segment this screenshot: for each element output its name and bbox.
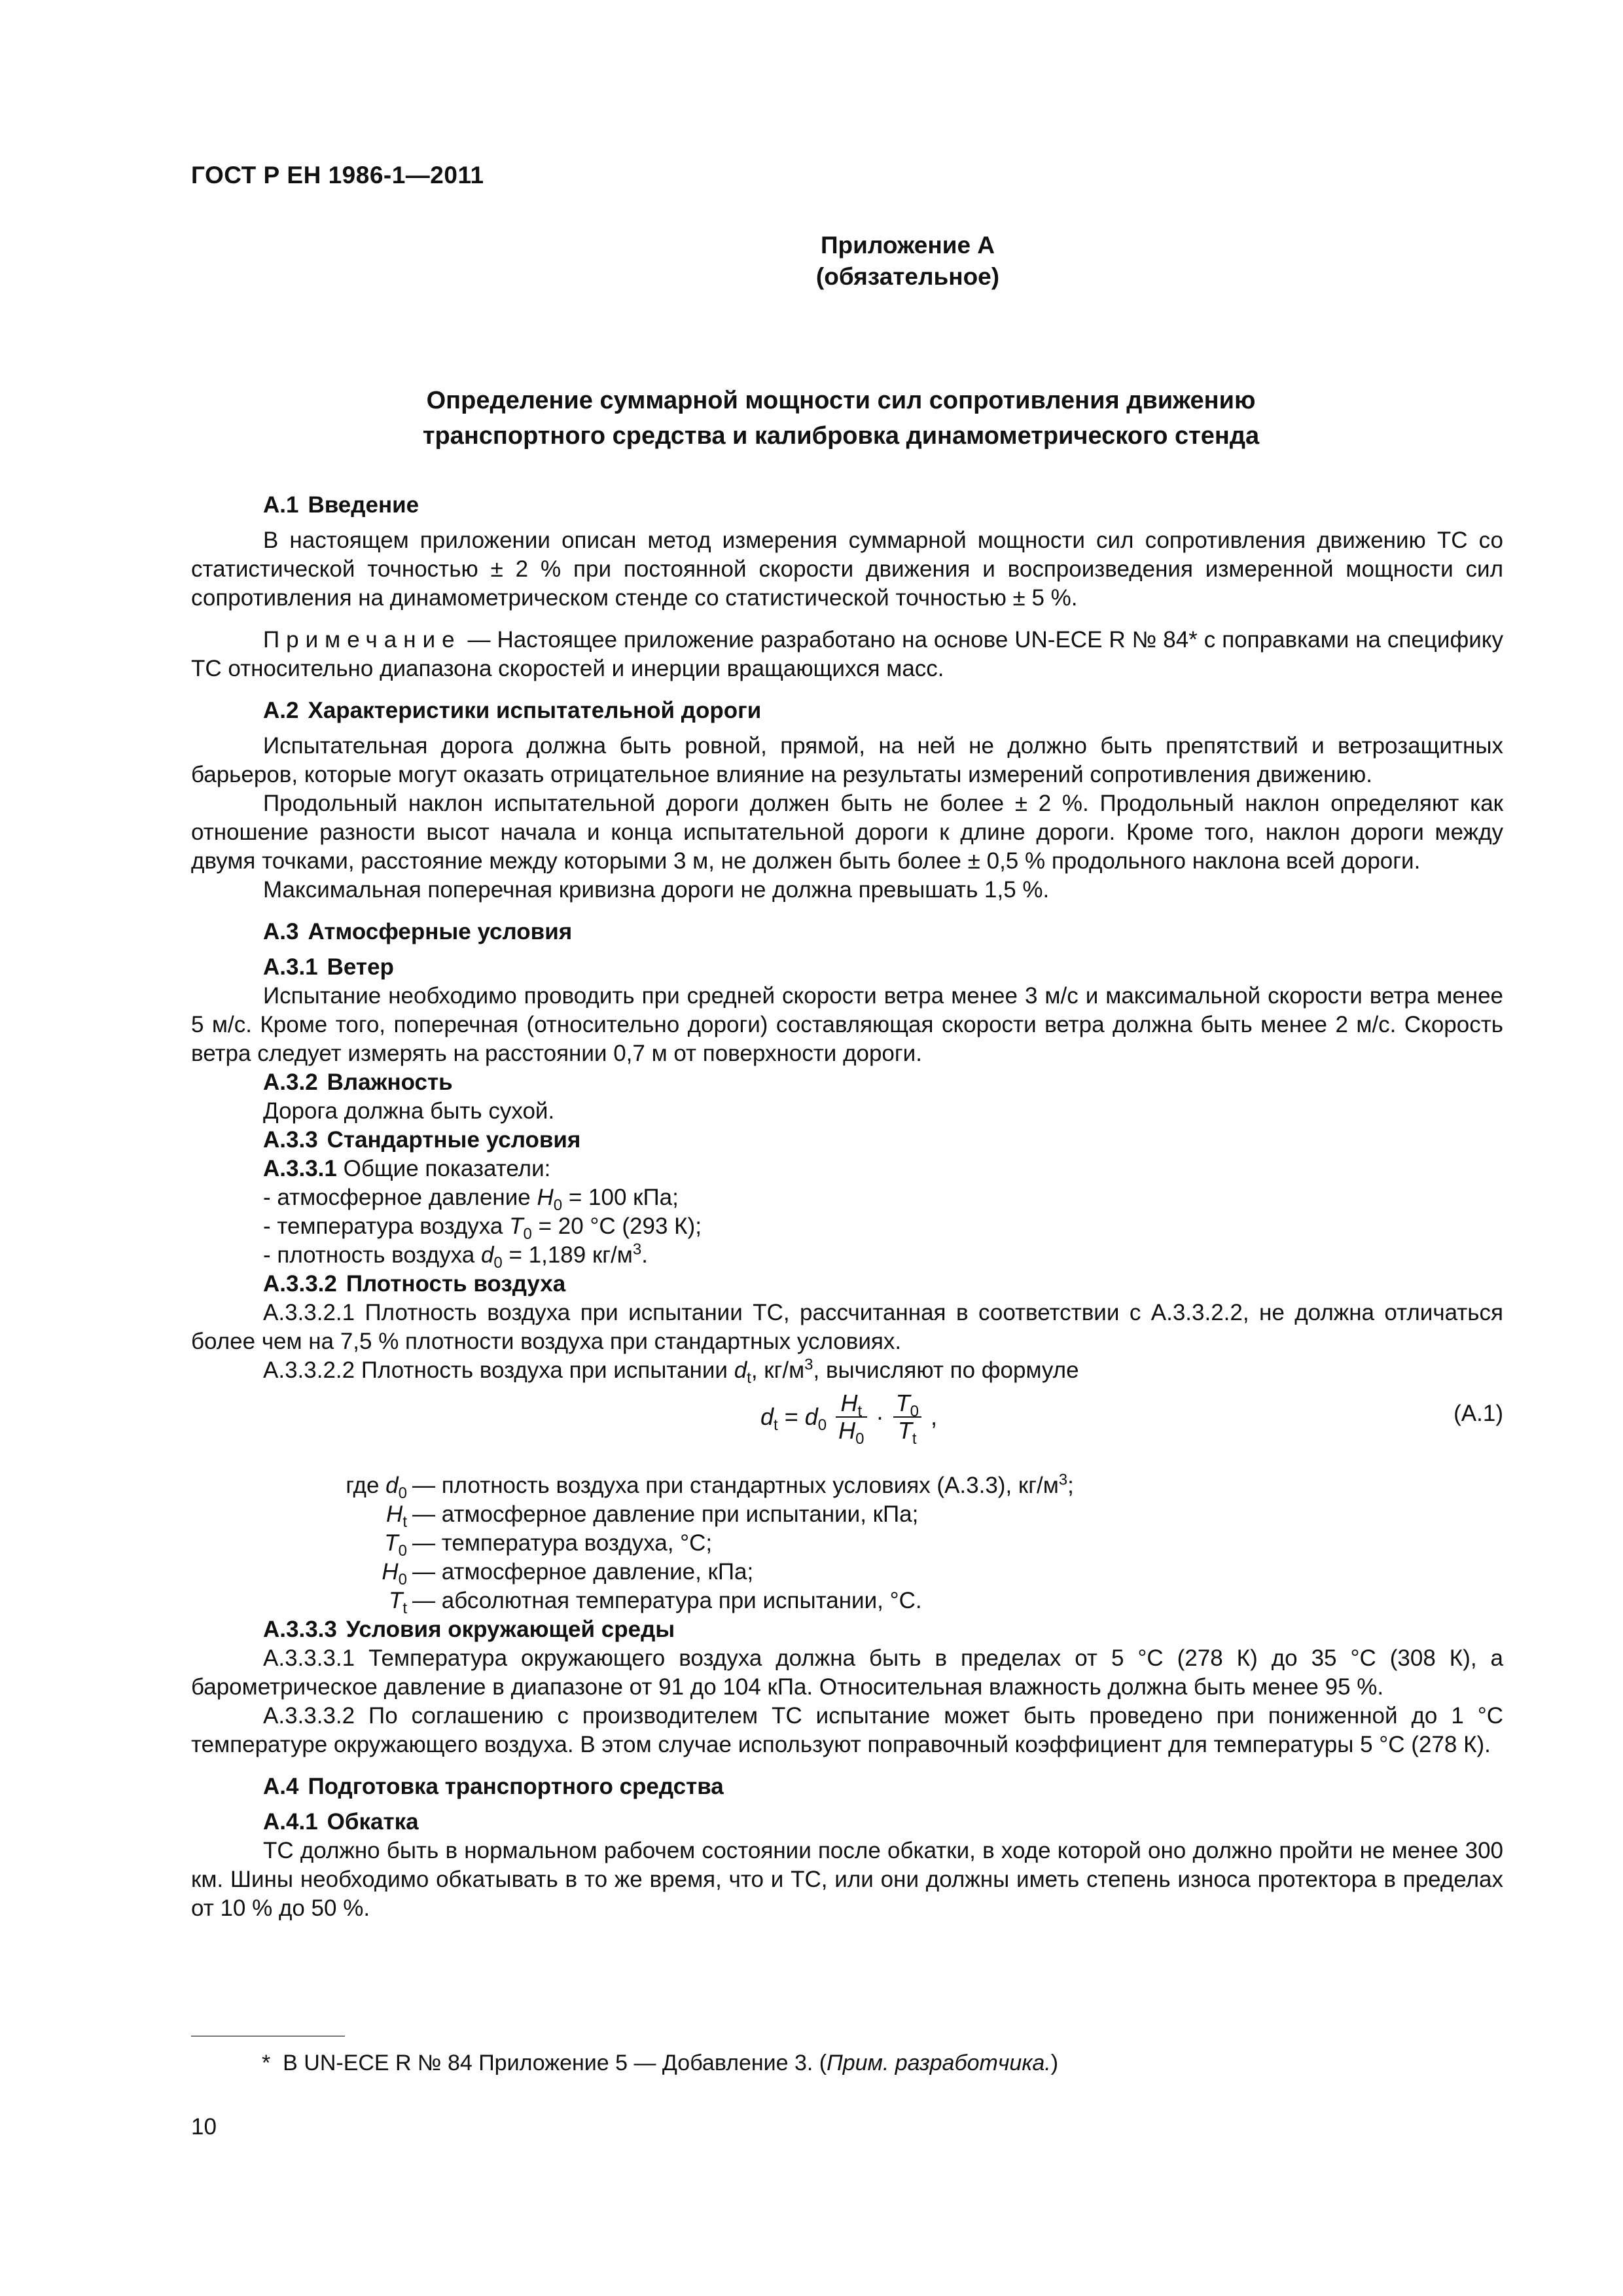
section-number: А.3.3.2 [263, 1271, 337, 1297]
symbol: d [804, 1403, 818, 1430]
symbol: d [734, 1357, 747, 1383]
section-heading-a41 [263, 1808, 1503, 1837]
subscript: 0 [817, 1416, 827, 1435]
paragraph: Дорога должна быть сухой. [263, 1098, 555, 1124]
footnote-divider [191, 2036, 345, 2037]
subscript: 0 [553, 1196, 563, 1214]
legend-symbol [386, 1500, 407, 1529]
section-heading-a32 [263, 1068, 1503, 1097]
subscript: 0 [493, 1254, 503, 1272]
section-title: Стандартные условия [327, 1127, 581, 1153]
footnote-mark: * [262, 2051, 271, 2075]
list-item-text: - атмосферное давление [263, 1185, 537, 1210]
fraction-temperature [893, 1390, 921, 1448]
list-item-value: = 100 кПа; [562, 1185, 679, 1210]
section-number: А.3 [263, 919, 299, 944]
paragraph: А.3.3.3.1 Температура окружающего воздуха должна быть в пределах от 5 °С (278 К) до 35 °С (308 К), а барометрическое давление в диапазоне от 91 до 104 кПа. Относительная влажность должна быть менее 95 %. [191, 1645, 1503, 1700]
legend-row [191, 1500, 1503, 1529]
denominator [893, 1417, 921, 1448]
coefficient [804, 1403, 827, 1435]
annex-heading [711, 230, 1104, 293]
paragraph: Испытательная дорога должна быть ровной, прямой, на ней не должно быть препятствий и ветрозащитных барьеров, которые могут оказать отрицательное влияние на результаты измерений сопротивления движению. [191, 733, 1503, 787]
list-item [263, 1241, 1503, 1270]
section-title: Ветер [327, 954, 394, 980]
multiply-dot: · [876, 1403, 884, 1430]
symbol: d [480, 1242, 494, 1268]
subscript: 0 [398, 1542, 407, 1560]
punctuation: ; [1067, 1473, 1074, 1498]
symbol: d [385, 1473, 399, 1498]
legend-label: где [346, 1473, 380, 1498]
subscript: t [747, 1369, 751, 1387]
subscript: t [857, 1403, 863, 1421]
subscript: t [402, 1513, 407, 1531]
formula-a1 [191, 1388, 1503, 1466]
list-item [263, 1183, 1503, 1212]
section-title: Влажность [327, 1069, 453, 1095]
section-number: А.4 [263, 1774, 299, 1799]
paragraph: А.3.3.2.1 Плотность воздуха при испытании ТС, рассчитанная в соответствии с А.3.3.2.2, не должна отличаться более чем на 7,5 % плотности воздуха при стандартных условиях. [191, 1300, 1503, 1354]
superscript: 3 [1058, 1471, 1068, 1489]
symbol: H [382, 1559, 399, 1585]
section-heading-a1 [263, 491, 1503, 520]
annex-status: (обязательное) [815, 263, 1000, 290]
section-number: А.3.3.3 [263, 1617, 337, 1642]
note-lead: Примечание [263, 627, 461, 653]
legend-description: — атмосферное давление при испытании, кПа; [412, 1501, 919, 1527]
section-heading-a2 [263, 696, 1503, 725]
punctuation: , [930, 1403, 937, 1430]
numerator [893, 1390, 921, 1421]
section-heading-a333 [263, 1615, 1503, 1644]
legend-description: — абсолютная температура при испытании, °С. [412, 1588, 922, 1613]
fraction-pressure [836, 1390, 866, 1448]
subscript: t [402, 1600, 407, 1617]
legend-description: — температура воздуха, °С; [412, 1530, 713, 1556]
section-number: А.1 [263, 492, 299, 518]
footnote [262, 2049, 1058, 2077]
legend-text: — плотность воздуха при стандартных условиях (А.3.3), кг/м [412, 1473, 1059, 1498]
section-title: Плотность воздуха [346, 1271, 566, 1297]
section-number: А.3.2 [263, 1069, 318, 1095]
list-item [263, 1212, 1503, 1241]
formula-number: (А.1) [1454, 1401, 1503, 1426]
note-text: — Настоящее приложение разработано на основе UN-ECE R № 84* с поправками на специфику ТС относительно диапазона скоростей и инерции вращающихся масс. [191, 627, 1503, 681]
superscript: 3 [632, 1240, 642, 1259]
section-title: Обкатка [327, 1809, 419, 1835]
legend-row [191, 1529, 1503, 1558]
superscript: 3 [804, 1355, 813, 1374]
legend-description: — атмосферное давление, кПа; [412, 1559, 754, 1585]
section-heading-a33 [263, 1126, 1503, 1155]
legend-description [412, 1471, 1074, 1500]
section-heading-a4 [263, 1772, 1503, 1801]
legend-row [191, 1558, 1503, 1587]
document-body [191, 491, 1503, 1923]
denominator [836, 1417, 866, 1448]
symbol: T [509, 1213, 524, 1239]
paragraph: В настоящем приложении описан метод измерения суммарной мощности сил сопротивления движению ТС со статистической точностью ± 2 % при постоянной скорости движения и воспроизведения измеренной мощности сил сопротивления на динамометрическом стенде со статистической точностью ± 5 %. [191, 528, 1503, 611]
paragraph: Испытание необходимо проводить при средней скорости ветра менее 3 м/с и максимальной скорости ветра менее 5 м/с. Кроме того, поперечная (относительно дороги) составляющая скорости ветра должна быть менее 2 м/с. Скорость ветра следует измерять на расстоянии 0,7 м от поверхности дороги. [191, 983, 1503, 1066]
legend-symbol [382, 1558, 407, 1587]
symbol: T [895, 1390, 910, 1416]
section-heading-a3 [263, 918, 1503, 946]
subsection-title: Общие показатели: [343, 1156, 551, 1181]
section-title: Подготовка транспортного средства [308, 1774, 724, 1799]
symbol: d [760, 1403, 774, 1430]
equals-sign: = [784, 1403, 798, 1430]
unit: , кг/м [751, 1357, 805, 1383]
section-heading-a31 [263, 953, 1503, 982]
section-title: Условия окружающей среды [346, 1617, 675, 1642]
legend-symbol [384, 1529, 407, 1558]
subsection-a331 [263, 1155, 1503, 1183]
subscript: 0 [398, 1571, 407, 1588]
paragraph [191, 1356, 1503, 1385]
punctuation: . [641, 1242, 648, 1268]
section-title: Атмосферные условия [308, 919, 573, 944]
paragraph-text: А.3.3.2.2 Плотность воздуха при испытании [263, 1357, 734, 1383]
symbol: T [897, 1417, 912, 1444]
paragraph-text: , вычисляют по формуле [813, 1357, 1079, 1383]
subscript: 0 [398, 1484, 407, 1502]
numerator [836, 1390, 866, 1421]
section-number: А.3.1 [263, 954, 318, 980]
annex-title-line-2: транспортного средства и калибровка динамометрического стенда [422, 422, 1260, 450]
annex-label: Приложение А [820, 232, 995, 259]
standard-code: ГОСТ Р ЕН 1986-1—2011 [191, 162, 484, 188]
legend-row [191, 1471, 1503, 1500]
section-heading-a332 [263, 1270, 1503, 1299]
formula-legend [191, 1471, 1503, 1615]
symbol: T [384, 1530, 399, 1556]
paragraph: ТС должно быть в нормальном рабочем состоянии после обкатки, в ходе которой оно должно пройти не менее 300 км. Шины необходимо обкатывать в то же время, что и ТС, или они должны иметь степень износа протектора в пределах от 10 % до 50 %. [191, 1838, 1503, 1921]
section-number: А.3.3 [263, 1127, 318, 1153]
subscript: 0 [910, 1403, 919, 1421]
subscript: 0 [855, 1430, 865, 1448]
paragraph: Продольный наклон испытательной дороги должен быть не более ± 2 %. Продольный наклон определяют как отношение разности высот начала и конца испытательной дороги к длине дороги. Кроме того, наклон дороги между двумя точками, расстояние между которыми 3 м, не должен быть более ± 0,5 % продольного наклона всей дороги. [191, 791, 1503, 874]
symbol: H [838, 1417, 856, 1444]
punctuation: ) [1050, 2051, 1059, 2075]
list-item-text: - плотность воздуха [263, 1242, 481, 1268]
legend-row [191, 1587, 1503, 1615]
section-title: Характеристики испытательной дороги [308, 698, 762, 723]
annex-title-line-1: Определение суммарной мощности сил сопротивления движению [426, 387, 1256, 414]
page-number: 10 [191, 2114, 217, 2140]
list-item-value: = 20 °С (293 К); [531, 1213, 702, 1239]
note [191, 626, 1503, 683]
subscript: 0 [523, 1225, 532, 1243]
symbol: H [386, 1501, 403, 1527]
paragraph: Максимальная поперечная кривизна дороги не должна превышать 1,5 %. [263, 877, 1050, 903]
formula-lhs [760, 1403, 778, 1435]
list-item-text: - температура воздуха [263, 1213, 510, 1239]
list-item-value: = 1,189 кг/м [502, 1242, 633, 1268]
paragraph: А.3.3.3.2 По соглашению с производителем ТС испытание может быть проведено при пониженной до 1 °С температуре окружающего воздуха. В этом случае используют поправочный коэффициент для температуры 5 °С (278 К). [191, 1703, 1503, 1757]
legend-symbol [389, 1587, 407, 1615]
footnote-italic: Прим. разработчика. [827, 2051, 1051, 2075]
symbol: T [388, 1588, 403, 1613]
symbol: H [537, 1185, 554, 1210]
legend-symbol [346, 1471, 407, 1500]
annex-title [314, 383, 1368, 454]
footnote-text: В UN-ECE R № 84 Приложение 5 — Добавление 3. ( [283, 2051, 827, 2075]
section-number: А.4.1 [263, 1809, 318, 1835]
subscript: t [912, 1430, 917, 1448]
subscript: t [774, 1416, 778, 1435]
symbol: H [840, 1390, 858, 1416]
formula-expression [760, 1390, 937, 1448]
section-number: А.2 [263, 698, 299, 723]
section-title: Введение [308, 492, 419, 518]
subsection-number: А.3.3.1 [263, 1156, 337, 1181]
